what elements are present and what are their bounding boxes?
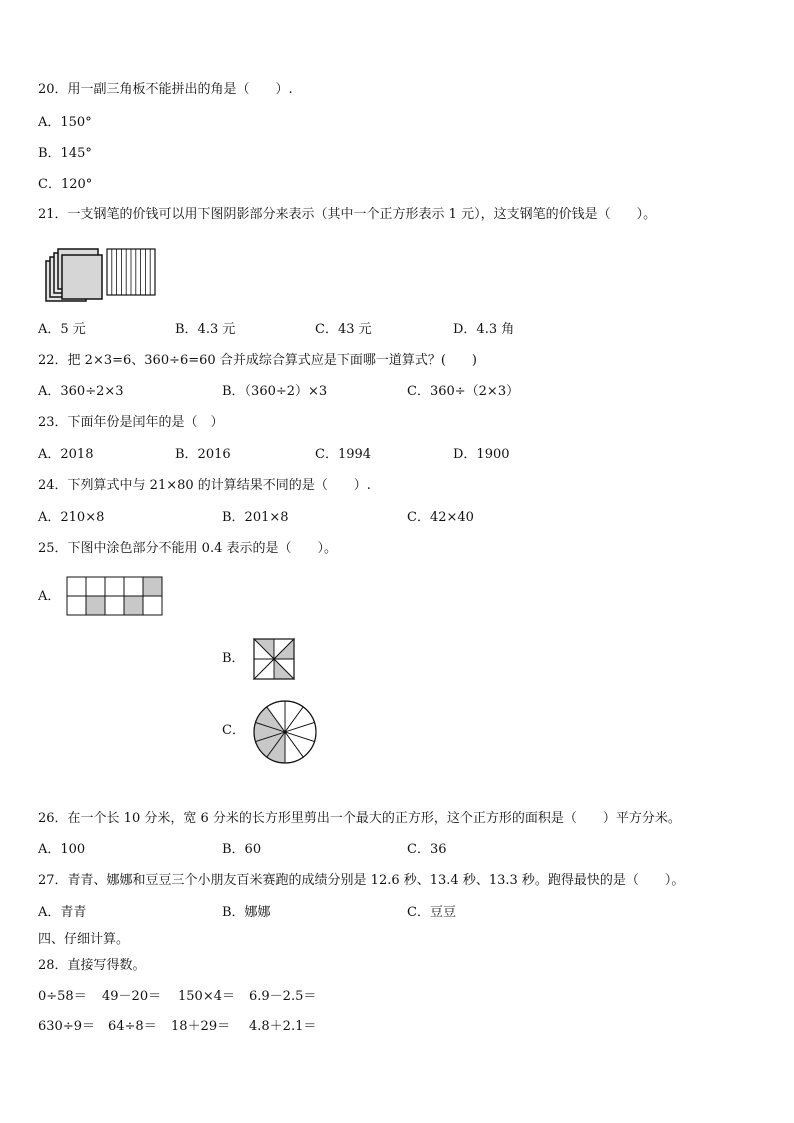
- q22-option-b: B．（360÷2）×3: [222, 384, 328, 399]
- q28-row1-item: 150×4＝: [178, 989, 235, 1004]
- stacked-full-squares: [46, 249, 102, 301]
- q21-stem: 21．一支钢笔的价钱可以用下图阴影部分来表示（其中一个正方形表示 1 元），这支钢笔的价钱是（ ）。: [38, 207, 657, 222]
- q27-option-b: B．娜娜: [222, 905, 271, 920]
- q28-row1-item: 49－20＝: [102, 989, 162, 1004]
- q23-stem: 23．下面年份是闰年的是（ ）: [38, 415, 224, 430]
- q28-row1-item: 0÷58＝: [38, 989, 87, 1004]
- q25-square-figure-b: [253, 638, 295, 680]
- q28-row1-item: 6.9－2.5＝: [249, 989, 317, 1004]
- q22-option-a: A．360÷2×3: [38, 384, 124, 399]
- q25-option-c-label: C．: [222, 723, 245, 738]
- q21-option-c: C．43 元: [315, 322, 372, 337]
- q25-grid-figure-a: [66, 576, 165, 616]
- q24-option-b: B．201×8: [222, 510, 289, 525]
- q22-option-c: C．360÷（2×3）: [407, 384, 520, 399]
- q28-stem: 28．直接写得数。: [38, 958, 146, 973]
- q23-option-b: B．2016: [175, 447, 231, 462]
- grid-cell: [143, 596, 162, 615]
- q28-row2-item: 18＋29＝: [171, 1019, 231, 1034]
- grid-cell: [124, 577, 143, 596]
- q20-option-a: A．150°: [38, 115, 92, 130]
- grid-cell: [124, 596, 143, 615]
- q21-option-d: D．4.3 角: [453, 322, 515, 337]
- grid-cell: [67, 577, 86, 596]
- q28-row2-item: 64÷8＝: [108, 1019, 157, 1034]
- q25-option-a-label: A．: [38, 589, 61, 604]
- q24-option-a: A．210×8: [38, 510, 105, 525]
- tenth-strips-square: [107, 249, 155, 295]
- q26-option-c: C．36: [407, 842, 447, 857]
- q26-option-b: B．60: [222, 842, 262, 857]
- q26-option-a: A．100: [38, 842, 86, 857]
- grid-cell: [86, 577, 105, 596]
- q21-money-squares-figure: [44, 247, 164, 307]
- section-4-title: 四、仔细计算。: [38, 932, 130, 947]
- q25-option-b-label: B．: [222, 651, 245, 666]
- q23-option-a: A．2018: [38, 447, 94, 462]
- q21-option-a: A．5 元: [38, 322, 86, 337]
- q22-stem: 22．把 2×3=6、360÷6=60 合并成综合算式应是下面哪一道算式？( ): [38, 353, 477, 368]
- grid-cell: [143, 577, 162, 596]
- grid-cell: [86, 596, 105, 615]
- q24-option-c: C．42×40: [407, 510, 474, 525]
- q20-option-b: B．145°: [38, 146, 92, 161]
- grid-cell: [105, 596, 124, 615]
- q21-option-b: B．4.3 元: [175, 322, 236, 337]
- q20-stem: 20．用一副三角板不能拼出的角是（ ）.: [38, 82, 293, 97]
- q27-stem: 27．青青、娜娜和豆豆三个小朋友百米赛跑的成绩分别是 12.6 秒、13.4 秒、13.3 秒。跑得最快的是（ ）。: [38, 873, 685, 888]
- q27-option-c: C．豆豆: [407, 905, 456, 920]
- q20-option-c: C．120°: [38, 177, 93, 192]
- q24-stem: 24．下列算式中与 21×80 的计算结果不同的是（ ）.: [38, 478, 371, 493]
- q28-row2-item: 4.8＋2.1＝: [249, 1019, 317, 1034]
- grid-cell: [67, 596, 86, 615]
- q23-option-c: C．1994: [315, 447, 372, 462]
- q25-circle-figure-c: [252, 699, 318, 765]
- q27-option-a: A．青青: [38, 905, 87, 920]
- q26-stem: 26．在一个长 10 分米，宽 6 分米的长方形里剪出一个最大的正方形，这个正方形的面积是（ ）平方分米。: [38, 811, 681, 826]
- q23-option-d: D．1900: [453, 447, 510, 462]
- grid-cell: [105, 577, 124, 596]
- q28-row2-item: 630÷9＝: [38, 1019, 95, 1034]
- q25-stem: 25．下图中涂色部分不能用 0.4 表示的是（ ）。: [38, 541, 337, 556]
